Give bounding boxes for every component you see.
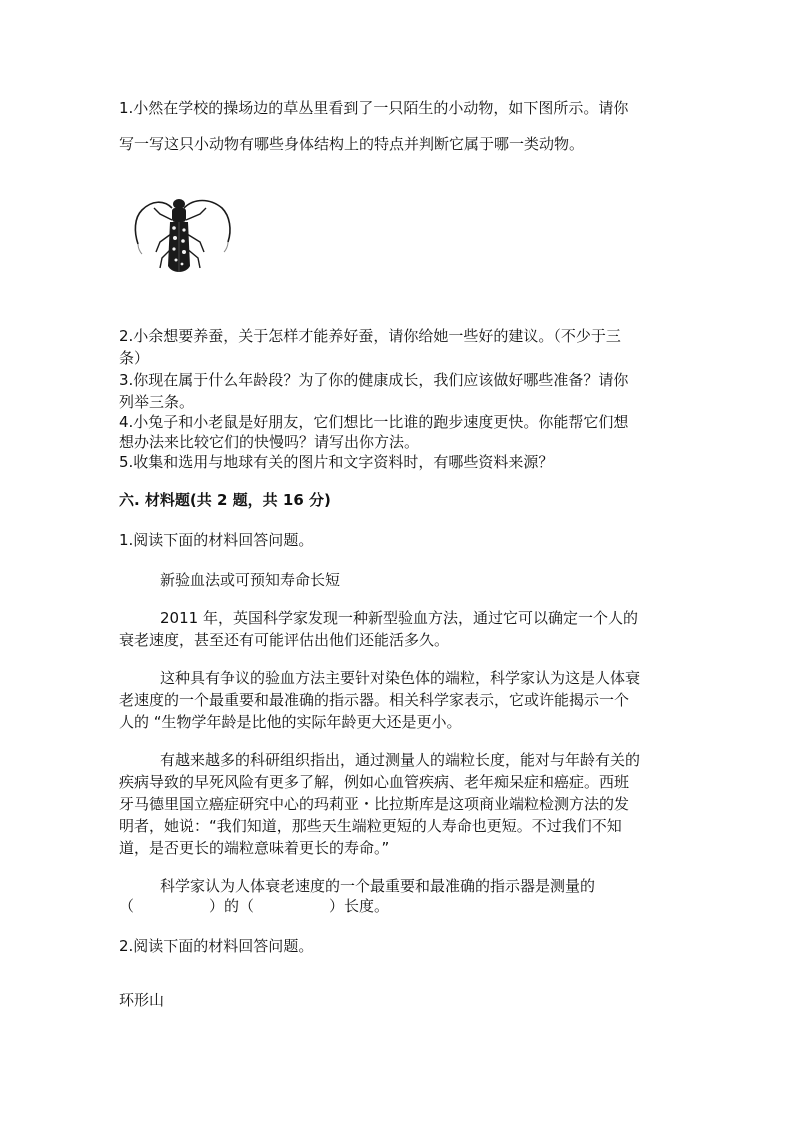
fill-in-question-line-1: 科学家认为人体衰老速度的一个最重要和最准确的指示器是测量的 xyxy=(160,877,596,895)
question-1-line-1: 1.小然在学校的操场边的草丛里看到了一只陌生的小动物，如下图所示。请你 xyxy=(119,99,629,117)
beetle-icon xyxy=(128,186,238,278)
question-4-line-2: 想办法来比较它们的快慢吗？请写出你方法。 xyxy=(119,433,420,451)
material-1-prompt: 1.阅读下面的材料回答问题。 xyxy=(119,531,314,549)
material-1-paragraph-3-line-1: 有越来越多的科研组织指出，通过测量人的端粒长度，能对与年龄有关的 xyxy=(160,751,641,769)
question-2-line-2: 条） xyxy=(119,349,150,367)
material-1-paragraph-2-line-2: 老速度的一个最重要和最准确的指示器。相关科学家表示，它或许能揭示一个 xyxy=(119,691,630,709)
material-1-article-title: 新验血法或可预知寿命长短 xyxy=(160,571,341,589)
material-1-paragraph-2-line-3: 人的 “生物学年龄是比他的实际年龄更大还是更小。 xyxy=(119,713,462,731)
material-1-paragraph-1-line-2: 衰老速度，甚至还有可能评估出他们还能活多久。 xyxy=(119,631,450,649)
question-1-line-2: 写一写这只小动物有哪些身体结构上的特点并判断它属于哪一类动物。 xyxy=(119,135,585,153)
fill-in-question-line-2: （ ）的（ ）长度。 xyxy=(119,897,390,915)
question-2-line-1: 2.小余想要养蚕，关于怎样才能养好蚕，请你给她一些好的建议。（不少于三 xyxy=(119,327,621,345)
question-4-line-1: 4.小兔子和小老鼠是好朋友，它们想比一比谁的跑步速度更快。你能帮它们想 xyxy=(119,413,629,431)
material-1-paragraph-3-line-3: 牙马德里国立癌症研究中心的玛莉亚・比拉斯库是这项商业端粒检测方法的发 xyxy=(119,795,630,813)
question-3-line-2: 列举三条。 xyxy=(119,393,195,411)
material-2-article-title: 环形山 xyxy=(119,991,165,1009)
section-6-heading: 六. 材料题(共 2 题，共 16 分) xyxy=(119,491,331,509)
question-3-line-1: 3.你现在属于什么年龄段？为了你的健康成长，我们应该做好哪些准备？请你 xyxy=(119,371,629,389)
material-1-paragraph-1-line-1: 2011 年，英国科学家发现一种新型验血方法，通过它可以确定一个人的 xyxy=(160,609,638,627)
material-2-prompt: 2.阅读下面的材料回答问题。 xyxy=(119,937,314,955)
material-1-paragraph-3-line-4: 明者，她说：“我们知道，那些天生端粒更短的人寿命也更短。不过我们不知 xyxy=(119,817,622,835)
material-1-paragraph-2-line-1: 这种具有争议的验血方法主要针对染色体的端粒，科学家认为这是人体衰 xyxy=(160,669,641,687)
material-1-paragraph-3-line-5: 道，是否更长的端粒意味着更长的寿命。” xyxy=(119,839,390,857)
material-1-paragraph-3-line-2: 疾病导致的早死风险有更多了解，例如心血管疾病、老年痴呆症和癌症。西班 xyxy=(119,773,630,791)
question-5-line-1: 5.收集和选用与地球有关的图片和文字资料时，有哪些资料来源？ xyxy=(119,453,554,471)
